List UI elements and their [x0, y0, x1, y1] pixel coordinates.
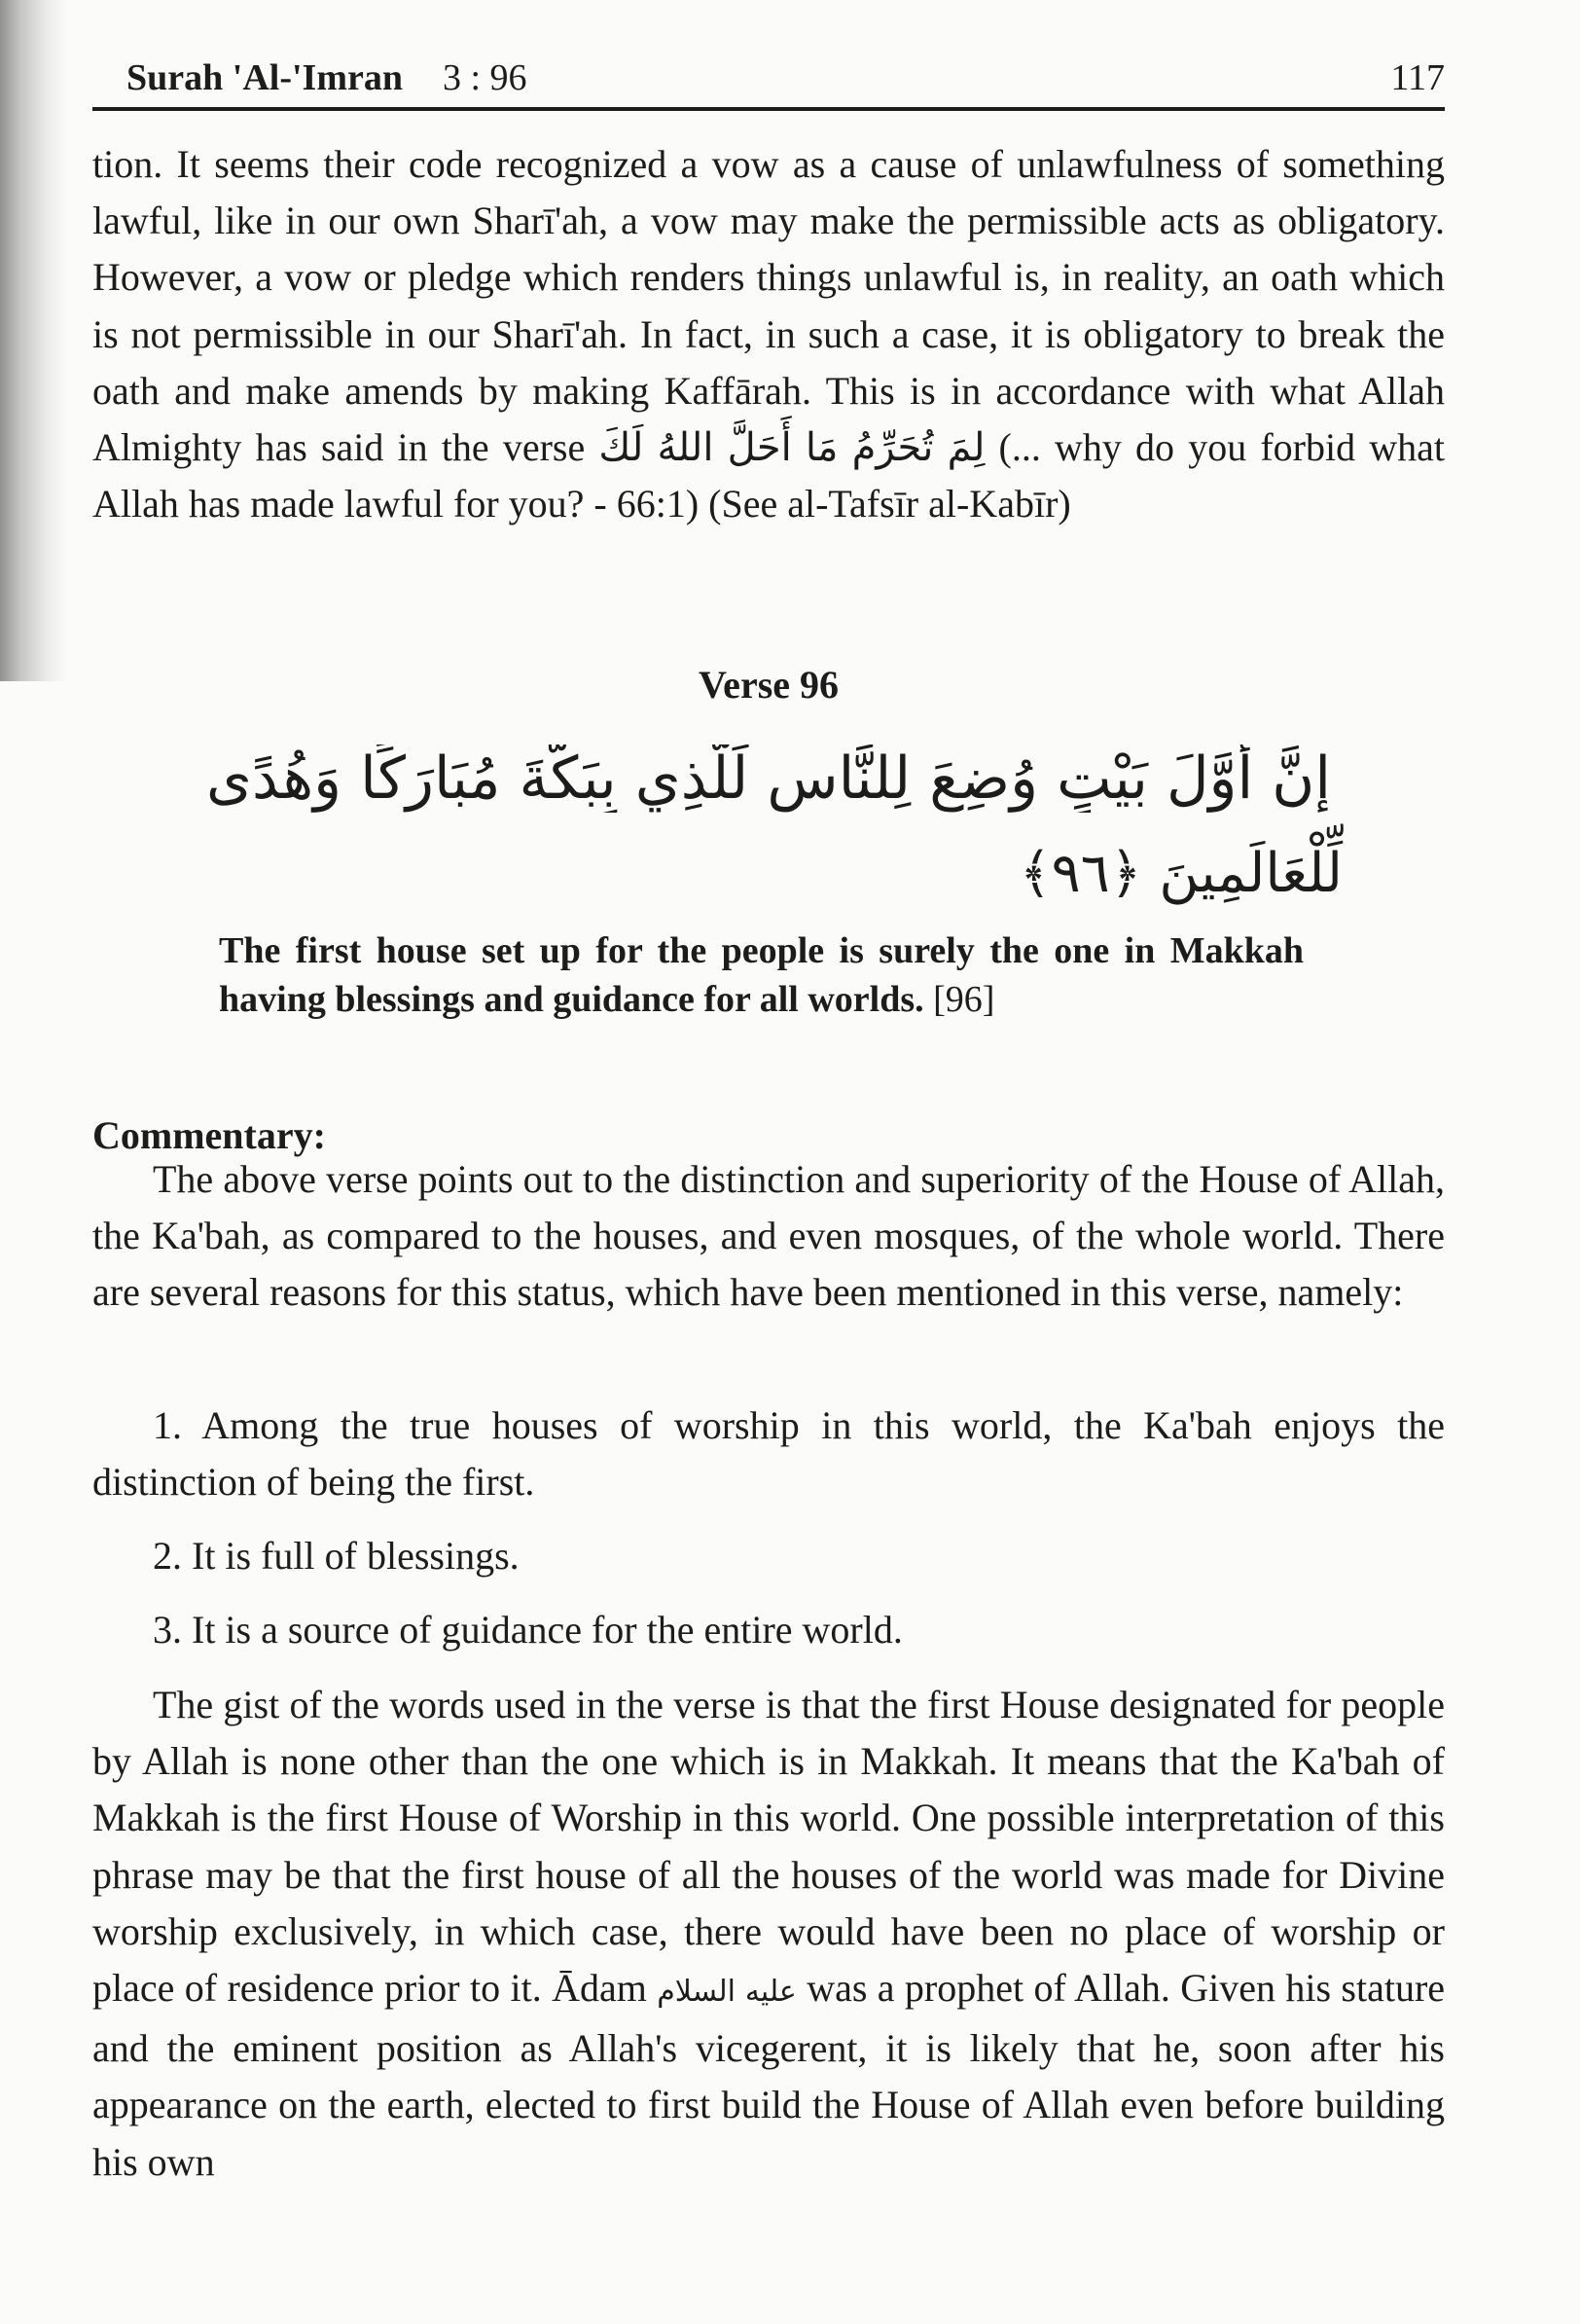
verse-title: Verse 96 — [698, 663, 840, 707]
arabic-honorific: عليه السلام — [657, 1975, 797, 2010]
running-header — [126, 56, 1445, 107]
translation-text: The first house set up for the people is surely the one in Makkah having blessings and guidance for all worlds. — [219, 930, 1304, 1020]
page-number: 117 — [1390, 57, 1445, 98]
commentary-paragraph — [92, 1677, 1445, 2191]
paragraph-end: was a prophet of Allah. Given his stature and the eminent position as Allah's vicegerent, it is likely that he, soon after his appearance on the earth, elected to first build the House of Allah even before building his own — [92, 1966, 1446, 2184]
verse-arabic-line-1: إِنَّ أَوَّلَ بَيْتٍ وُضِعَ لِلنَّاسِ لَلَّذِي بِبَكَّةَ مُبَارَكًا وَهُدًى — [205, 744, 1332, 813]
list-item-3: 3. It is a source of guidance for the entire world. — [153, 1608, 903, 1652]
verse-translation — [219, 926, 1304, 1024]
commentary-intro: The above verse points out to the distinction and superiority of the House of Allah, the Ka'bah, as compared to the houses, and even mosques, of the whole world. There are several reasons for this status, which have been mentioned in this verse, namely: — [92, 1157, 1445, 1315]
list-item-2: 2. It is full of blessings. — [153, 1534, 520, 1578]
surah-name: Surah 'Al-'Imran — [126, 57, 403, 98]
verse-reference: 3 : 96 — [443, 57, 527, 98]
continuation-paragraph: tion. It seems their code recognized a vow as a cause of unlawfulness of something lawful, like in our own Sharī'ah, a vow may make the permissible acts as obligatory. However, a vow or pledge which renders things unlawful is, in reality, an oath which is not permissible in our Sharī'ah. In fact, in such a case, it is obligatory to break the oath and make amends by making Kaffārah. This is in accordance with what Allah Almighty has said in the verse لِمَ تُحَرِّمُ مَا أَحَلَّ اللهُ لَكَ (... why do you forbid what Allah has made lawful for you? - 66:1) (See al-Tafsīr al-Kabīr) — [92, 142, 1446, 527]
verse-number: [96] — [933, 979, 995, 1020]
page-binding-shadow — [0, 0, 68, 681]
paragraph-start: The gist of the words used in the verse is that the first House designated for people by Allah is none other than the one which is in Makkah. It means that the Ka'bah of Makkah is the first House of Worship in this world. One possible interpretation of this phrase may be that the first house of all the houses of the world was made for Divine worship exclusively, in which case, there would have been no place of worship or place of residence prior to it. Ādam — [92, 1683, 1445, 2011]
header-rule — [92, 107, 1445, 111]
commentary-heading: Commentary: — [92, 1113, 326, 1157]
list-item-1: 1. Among the true houses of worship in this world, the Ka'bah enjoys the distinction of being the first. — [92, 1403, 1445, 1504]
verse-arabic-line-2: لِّلْعَالَمِينَ ﴿٩٦﴾ — [1019, 842, 1343, 905]
